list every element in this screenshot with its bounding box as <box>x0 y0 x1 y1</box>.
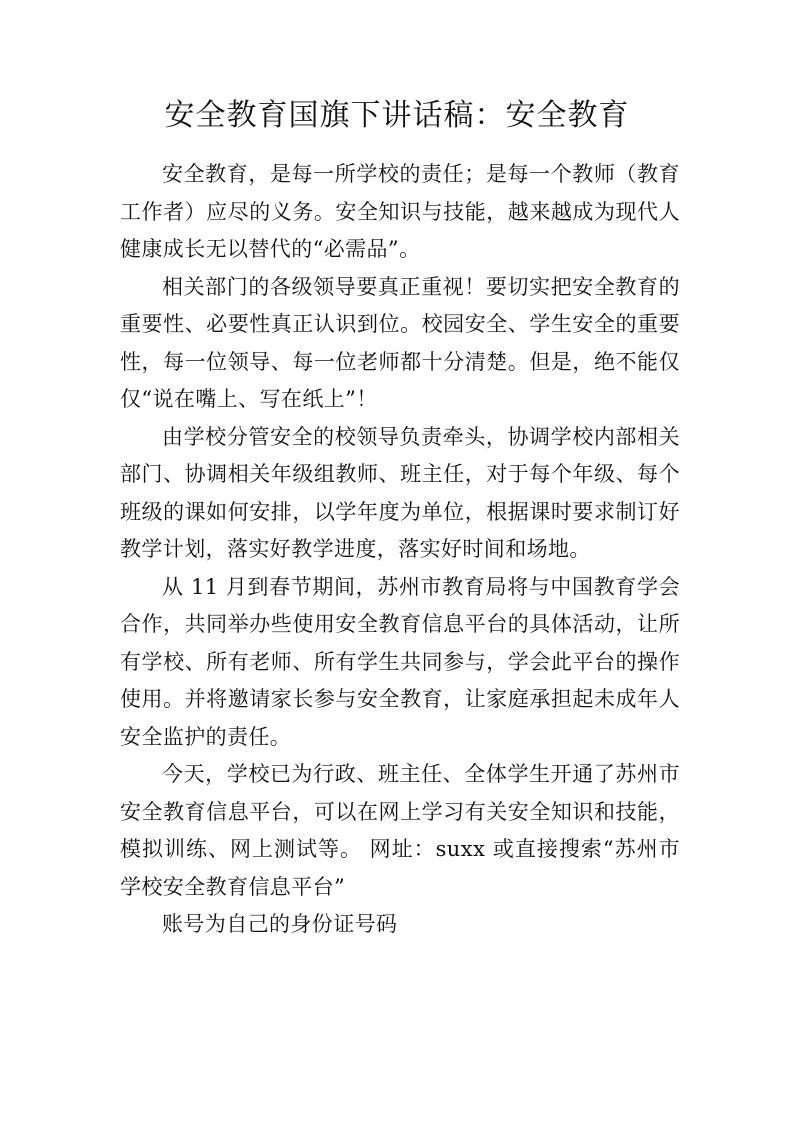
paragraph-4: 从 11 月到春节期间，苏州市教育局将与中国教育学会合作，共同举办些使用安全教育信息平台的具体活动，让所有学校、所有老师、所有学生共同参与，学会此平台的操作使用。并将邀请家长参与安全教育，让家庭承担起未成年人安全监护的责任。 <box>120 574 680 749</box>
paragraph-3: 由学校分管安全的校领导负责牵头，协调学校内部相关部门、协调相关年级组教师、班主任，对于每个年级、每个班级的课如何安排，以学年度为单位，根据课时要求制订好教学计划，落实好教学进度，落实好时间和场地。 <box>120 424 680 561</box>
paragraph-1: 安全教育，是每一所学校的责任；是每一个教师（教育工作者）应尽的义务。安全知识与技能，越来越成为现代人健康成长无以替代的“必需品”。 <box>120 162 680 261</box>
document-title: 安全教育国旗下讲话稿：安全教育 <box>164 98 630 133</box>
document-body <box>120 156 680 944</box>
paragraph-6: 账号为自己的身份证号码 <box>162 912 398 936</box>
paragraph-5: 今天，学校已为行政、班主任、全体学生开通了苏州市安全教育信息平台，可以在网上学习有关安全知识和技能，模拟训练、网上测试等。 网址：suxx 或直接搜索“苏州市学校安全教育信息平台” <box>120 762 680 899</box>
paragraph-2: 相关部门的各级领导要真正重视！要切实把安全教育的重要性、必要性真正认识到位。校园安全、学生安全的重要性，每一位领导、每一位老师都十分清楚。但是，绝不能仅仅“说在嘴上、写在纸上”！ <box>120 274 680 411</box>
